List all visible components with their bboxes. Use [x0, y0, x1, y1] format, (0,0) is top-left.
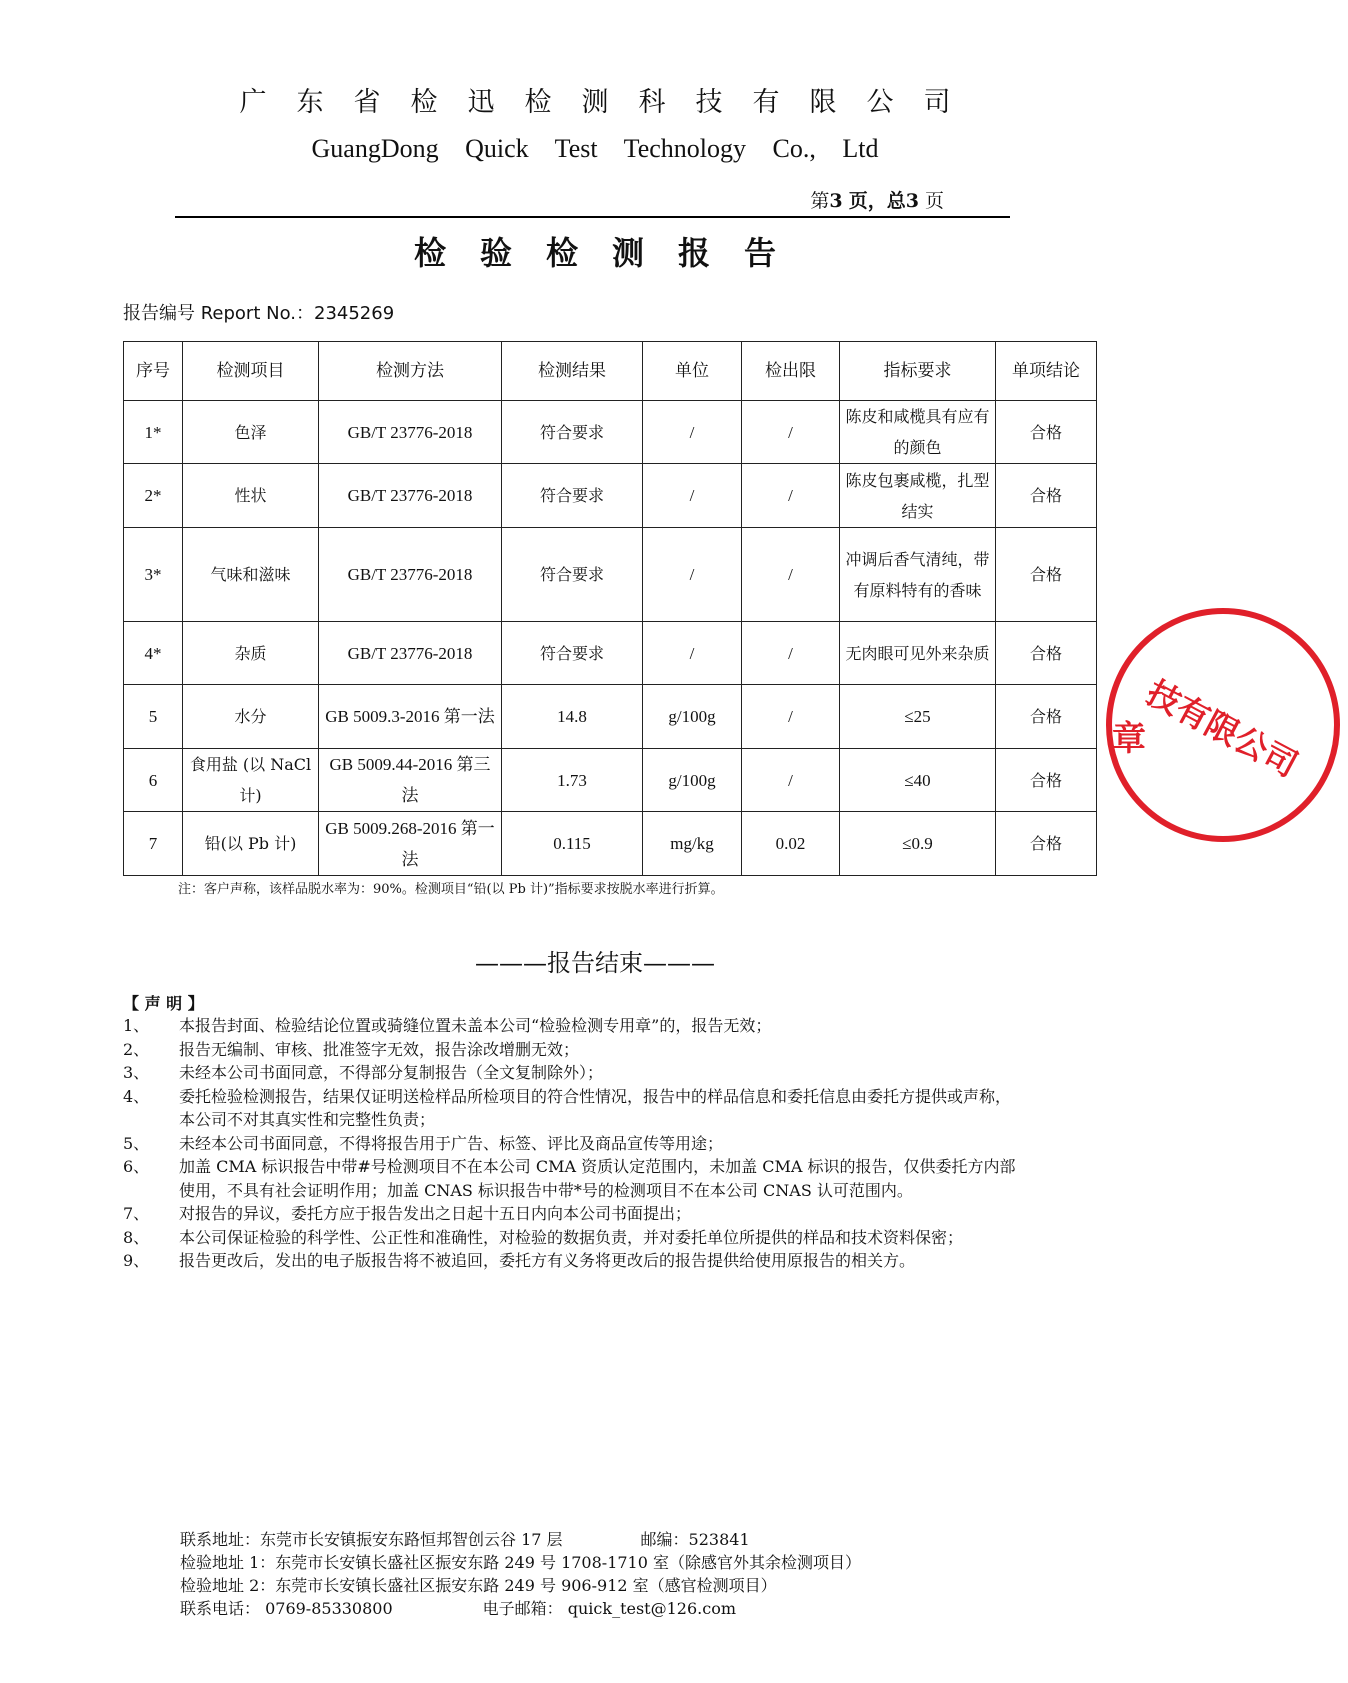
cell-result: 符合要求 [502, 401, 643, 464]
cell-item: 食用盐 (以 NaCl 计) [183, 749, 319, 812]
postcode: 邮编：523841 [640, 1530, 750, 1549]
cell-requirement: 冲调后香气清纯，带有原料特有的香味 [840, 528, 996, 622]
column-header: 检出限 [742, 342, 840, 401]
declaration-number: 6、 [123, 1157, 150, 1176]
cell-limit: 0.02 [742, 812, 840, 876]
cell-unit: / [643, 401, 742, 464]
company-seal [1098, 600, 1348, 850]
declaration-text: 对报告的异议，委托方应于报告发出之日起十五日内向本公司书面提出； [179, 1204, 692, 1223]
column-header: 检测项目 [183, 342, 319, 401]
declaration-item [123, 1085, 1023, 1132]
report-title: 检验检测报告 [413, 234, 810, 272]
cell-conclusion: 合格 [996, 749, 1097, 812]
declaration-number: 9、 [123, 1251, 150, 1270]
declaration-text: 委托检验检测报告，结果仅证明送检样品所检项目的符合性情况，报告中的样品信息和委托信息由委托方提供或声称，本公司不对其真实性和完整性负责； [179, 1086, 1012, 1129]
cell-no: 6 [124, 749, 183, 812]
declaration-item [123, 1014, 1023, 1038]
cell-conclusion: 合格 [996, 685, 1097, 749]
page-indicator [810, 186, 944, 213]
cell-unit: g/100g [643, 685, 742, 749]
declaration-list [123, 1014, 1023, 1273]
cell-unit: g/100g [643, 749, 742, 812]
cell-conclusion: 合格 [996, 812, 1097, 876]
cell-requirement: ≤25 [840, 685, 996, 749]
table-row [124, 401, 1097, 464]
declaration-text: 本公司保证检验的科学性、公正性和准确性，对检验的数据负责，并对委托单位所提供的样品和技术资料保密； [179, 1227, 964, 1247]
page-prefix: 第 [810, 190, 830, 212]
cell-no: 2* [124, 464, 183, 528]
declaration-number: 3、 [123, 1063, 150, 1082]
cell-result: 符合要求 [502, 528, 643, 622]
cell-no: 3* [124, 528, 183, 622]
cell-method: GB 5009.3-2016 第一法 [319, 685, 502, 749]
cell-requirement: ≤40 [840, 749, 996, 812]
cell-conclusion: 合格 [996, 401, 1097, 464]
page-total: 3 [905, 190, 919, 212]
table-row [124, 685, 1097, 749]
declaration-item [123, 1202, 1023, 1226]
cell-limit: / [742, 528, 840, 622]
cell-method: GB/T 23776-2018 [319, 401, 502, 464]
declaration-number: 5、 [123, 1133, 150, 1153]
cell-no: 5 [124, 685, 183, 749]
seal-text: 技有限公司 [1140, 672, 1305, 785]
cell-requirement: ≤0.9 [840, 812, 996, 876]
declaration-text: 未经本公司书面同意，不得部分复制报告（全文复制除外）； [179, 1063, 604, 1082]
report-number [123, 299, 394, 325]
cell-result: 0.115 [502, 812, 643, 876]
column-header: 单项结论 [996, 342, 1097, 401]
cell-requirement: 陈皮和咸榄具有应有的颜色 [840, 401, 996, 464]
cell-limit: / [742, 749, 840, 812]
table-row [124, 464, 1097, 528]
cell-item: 色泽 [183, 401, 319, 464]
cell-result: 14.8 [502, 685, 643, 749]
lab-address-1: 检验地址 1：东莞市长安镇长盛社区振安东路 249 号 1708-1710 室（除感官外其余检测项目） [180, 1553, 861, 1572]
cell-limit: / [742, 622, 840, 685]
page-middle: 页，总 [848, 190, 906, 212]
cell-method: GB/T 23776-2018 [319, 464, 502, 528]
declaration-heading: 【 声 明 】 [123, 994, 204, 1013]
footer-row [180, 1528, 861, 1551]
declaration-number: 1、 [123, 1016, 150, 1035]
table-row [124, 622, 1097, 685]
table-row [124, 749, 1097, 812]
declaration-text: 加盖 CMA 标识报告中带#号检测项目不在本公司 CMA 资质认定范围内，未加盖 CMA 标识的报告，仅供委托方内部使用，不具有社会证明作用；加盖 CNAS 标识报告中带*号的检测项目不在本公司 CNAS 认可范围内。 [179, 1157, 1016, 1200]
declaration-text: 报告无编制、审核、批准签字无效，报告涂改增删无效； [179, 1039, 580, 1059]
cell-limit: / [742, 464, 840, 528]
column-header: 检测结果 [502, 342, 643, 401]
declaration-item [123, 1061, 1023, 1085]
declaration-number: 4、 [123, 1086, 150, 1106]
cell-no: 1* [124, 401, 183, 464]
contact-email: 电子邮箱： quick_test@126.com [482, 1599, 736, 1618]
cell-method: GB/T 23776-2018 [319, 528, 502, 622]
cell-result: 符合要求 [502, 464, 643, 528]
cell-limit: / [742, 685, 840, 749]
report-number-value: 2345269 [314, 303, 395, 324]
declaration-text: 报告更改后，发出的电子版报告将不被追回，委托方有义务将更改后的报告提供给使用原报告的相关方。 [179, 1251, 916, 1270]
cell-unit: / [643, 464, 742, 528]
cell-item: 气味和滋味 [183, 528, 319, 622]
cell-unit: mg/kg [643, 812, 742, 876]
cell-conclusion: 合格 [996, 528, 1097, 622]
declaration-text: 本报告封面、检验结论位置或骑缝位置未盖本公司“检验检测专用章”的，报告无效； [179, 1016, 772, 1035]
contact-phone: 联系电话： 0769-85330800 [180, 1599, 393, 1618]
seal-text-2: 章 [1112, 719, 1146, 759]
cell-result: 符合要求 [502, 622, 643, 685]
declaration-text: 未经本公司书面同意，不得将报告用于广告、标签、评比及商品宣传等用途； [179, 1133, 724, 1153]
declaration-item [123, 1226, 1023, 1250]
table-row [124, 528, 1097, 622]
declaration-item [123, 1155, 1023, 1202]
cell-no: 7 [124, 812, 183, 876]
cell-unit: / [643, 622, 742, 685]
declaration-number: 2、 [123, 1039, 150, 1059]
column-header: 指标要求 [840, 342, 996, 401]
cell-item: 水分 [183, 685, 319, 749]
page-current: 3 [829, 190, 843, 212]
table-note: 注：客户声称，该样品脱水率为：90%。检测项目“铅(以 Pb 计)”指标要求按脱水率进行折算。 [178, 882, 724, 897]
header-divider [175, 216, 1010, 218]
company-name-en: GuangDong Quick Test Technology Co., Ltd [311, 134, 879, 163]
cell-unit: / [643, 528, 742, 622]
cell-method: GB 5009.268-2016 第一法 [319, 812, 502, 876]
cell-result: 1.73 [502, 749, 643, 812]
cell-no: 4* [124, 622, 183, 685]
column-header: 单位 [643, 342, 742, 401]
cell-item: 铅(以 Pb 计) [183, 812, 319, 876]
declaration-item [123, 1038, 1023, 1062]
cell-conclusion: 合格 [996, 464, 1097, 528]
company-name-cn: 广东省检迅检测科技有限公司 [239, 87, 981, 118]
report-number-label: 报告编号 Report No.： [123, 303, 314, 324]
cell-method: GB/T 23776-2018 [319, 622, 502, 685]
cell-requirement: 陈皮包裹咸榄，扎型结实 [840, 464, 996, 528]
declaration-item [123, 1132, 1023, 1156]
contact-footer [180, 1528, 861, 1620]
cell-conclusion: 合格 [996, 622, 1097, 685]
footer-row [180, 1597, 861, 1620]
cell-item: 杂质 [183, 622, 319, 685]
cell-method: GB 5009.44-2016 第三法 [319, 749, 502, 812]
contact-address: 联系地址：东莞市长安镇振安东路恒邦智创云谷 17 层 [180, 1530, 563, 1549]
report-end-mark: ———报告结束——— [475, 949, 715, 977]
cell-requirement: 无肉眼可见外来杂质 [840, 622, 996, 685]
declaration-number: 7、 [123, 1204, 150, 1223]
cell-limit: / [742, 401, 840, 464]
declaration-number: 8、 [123, 1227, 150, 1247]
column-header: 检测方法 [319, 342, 502, 401]
declaration-item [123, 1249, 1023, 1273]
results-table [123, 341, 1097, 876]
table-header-row [124, 342, 1097, 401]
cell-item: 性状 [183, 464, 319, 528]
page-suffix: 页 [924, 190, 944, 212]
lab-address-2: 检验地址 2：东莞市长安镇长盛社区振安东路 249 号 906-912 室（感官检测项目） [180, 1576, 777, 1595]
column-header: 序号 [124, 342, 183, 401]
table-row [124, 812, 1097, 876]
